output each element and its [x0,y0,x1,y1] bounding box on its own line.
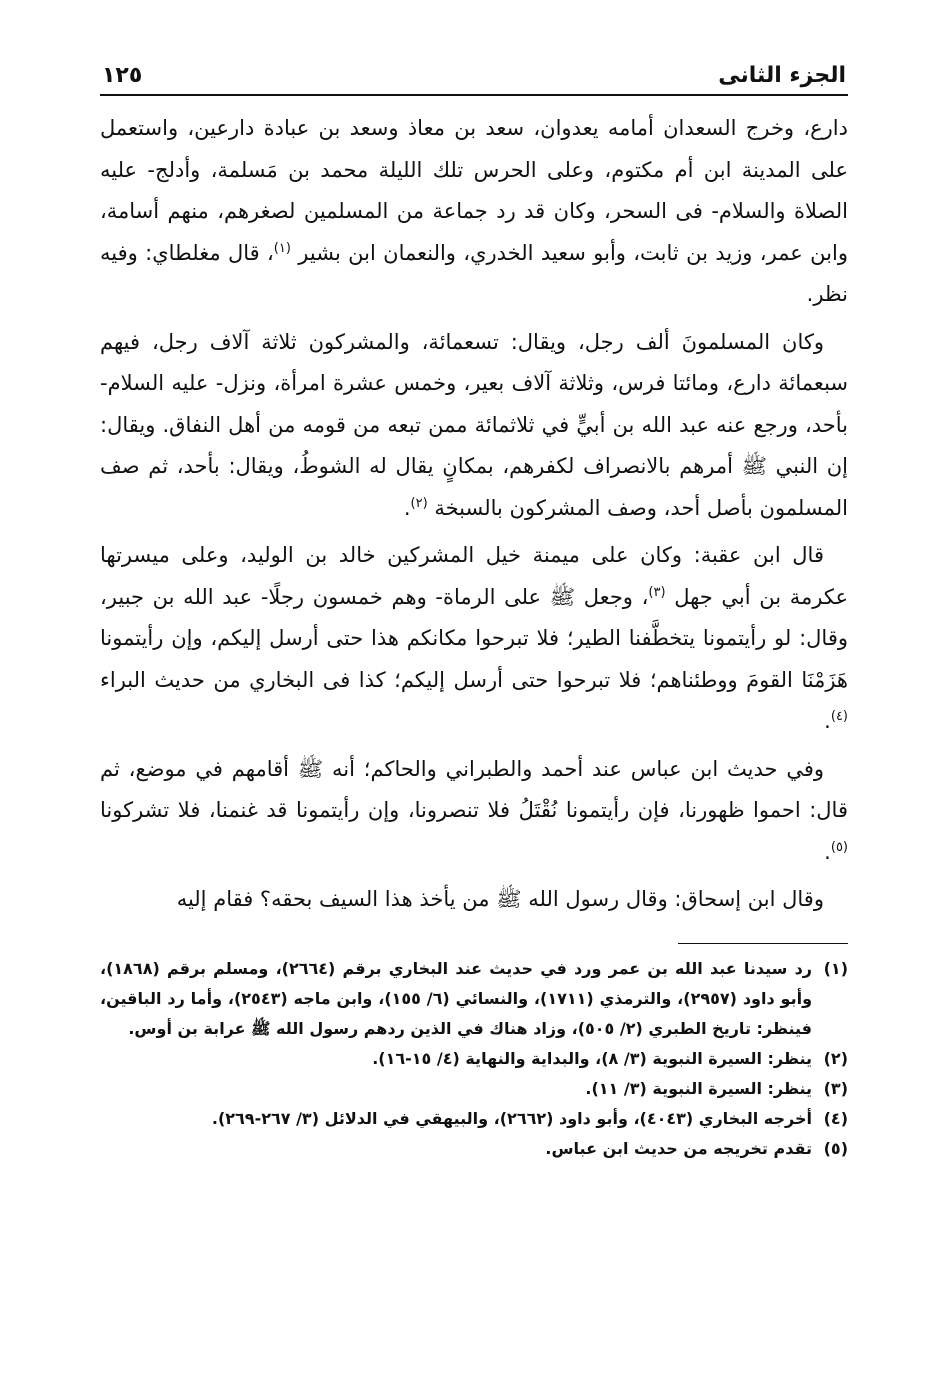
paragraph-tail: ، قال مغلطاي: وفيه نظر. [100,240,848,306]
footnote-number: (٥) [823,1138,848,1158]
footnote-number: (٤) [823,1108,848,1128]
paragraph-tail: ، وجعل ﷺ على الرماة- وهم خمسون رجلًا- عبد الله بن جبير، وقال: لو رأيتمونا يتخطَّفنا الطير؛ فلا تبرحوا مكانكم هذا حتى أرسل إليكم، وإن رأيتمونا هَزَمْنَا القومَ ووطئناهم؛ فلا تبرحوا حتى أرسل إليكم؛ كذا فى البخاري من حديث البراء [100,584,848,692]
paragraph-tail: . [824,709,831,733]
footnote-number: (٢) [823,1048,848,1068]
footnote-number: (١) [823,958,848,978]
footnotes [100,954,848,1164]
paragraph [100,108,848,316]
paragraph [100,749,848,874]
paragraph-tail: . [403,495,411,520]
footnote-reference: (٥) [830,839,848,855]
running-header [100,50,848,96]
footnote-text: ينظر: السيرة النبوية (٣/ ٨)، والبداية والنهاية (٤/ ١٥-١٦). [372,1048,812,1068]
footnote [100,1044,848,1074]
footnote-text: تقدم تخريجه من حديث ابن عباس. [545,1138,812,1158]
footnote-divider [678,943,848,944]
footnote [100,954,848,1044]
main-text [100,108,848,921]
footnote-reference: (٣) [648,584,666,600]
footnote [100,1074,848,1104]
footnote [100,1104,848,1134]
footnote-reference: (٤) [830,709,848,724]
header-title: الجزء الثانى [718,63,846,88]
paragraph-text: وفي حديث ابن عباس عند أحمد والطبراني والحاكم؛ أنه ﷺ أقامهم في موضع، ثم قال: احموا ظهورنا، فإن رأيتمونا نُقْتَلُ فلا تنصرونا، وإن رأيتمونا قد غنمنا، فلا تشركونا [100,756,848,822]
footnote-text: ينظر: السيرة النبوية (٣/ ١١). [585,1078,812,1098]
paragraph [100,322,848,530]
footnote-reference: (١) [273,240,291,256]
paragraph-text: وقال ابن إسحاق: وقال رسول الله ﷺ من يأخذ هذا السيف بحقه؟ فقام إليه [176,887,824,911]
footnote-text: أخرجه البخاري (٤٠٤٣)، وأبو داود (٢٦٦٢)، والبيهقي في الدلائل (٣/ ٢٦٧-٢٦٩). [211,1108,812,1128]
paragraph [100,879,848,921]
footnote-reference: (٢) [410,495,428,511]
paragraph [100,535,848,743]
paragraph-text: وكان المسلمونَ ألف رجل، ويقال: تسعمائة، والمشركون ثلاثة آلاف رجل، فيهم سبعمائة دارع، ومائتا فرس، وثلاثة آلاف بعير، وخمس عشرة امرأة، ونزل- عليه السلام- بأحد، ورجع عنه عبد الله بن أبيٍّ في ثلاثمائة ممن تبعه من قومه من أهل النفاق. ويقال: إن النبي ﷺ أمرهم بالانصراف لكفرهم، بمكانٍ يقال له الشوطُ، ويقال: بأحد، ثم صف المسلمون بأصل أحد، وصف المشركون بالسبخة [100,329,848,520]
footnote-number: (٣) [823,1078,848,1098]
paragraph-text: قال ابن عقبة: وكان على ميمنة خيل المشركين خالد بن الوليد، وعلى ميسرتها عكرمة بن أبي جهل [100,543,848,609]
book-page [100,50,848,1164]
page-number: ١٢٥ [102,63,143,88]
footnote-text: رد سيدنا عبد الله بن عمر ورد في حديث عند البخاري برقم (٢٦٦٤)، ومسلم برقم (١٨٦٨)، وأبو داود (٢٩٥٧)، والترمذي (١٧١١)، والنسائي (٦/ ١٥٥)، وابن ماجه (٢٥٤٣)، وأما رد الباقين، فينظر: تاريخ الطبري (٢/ ٥٠٥)، وزاد هناك في الذين ردهم رسول الله ﷺ عرابة بن أوس. [100,958,813,1038]
paragraph-tail: . [824,839,831,864]
paragraph-text: دارع، وخرج السعدان أمامه يعدوان، سعد بن معاذ وسعد بن عبادة دارعين، واستعمل على المدينة ابن أم مكتوم، وعلى الحرس تلك الليلة محمد بن مَسلمة، وأدلج- عليه الصلاة والسلام- فى السحر، وكان قد رد جماعة من المسلمين لصغرهم، منهم أسامة، وابن عمر، وزيد بن ثابت، وأبو سعيد الخدري، والنعمان ابن بشير [100,116,848,265]
footnote [100,1134,848,1164]
